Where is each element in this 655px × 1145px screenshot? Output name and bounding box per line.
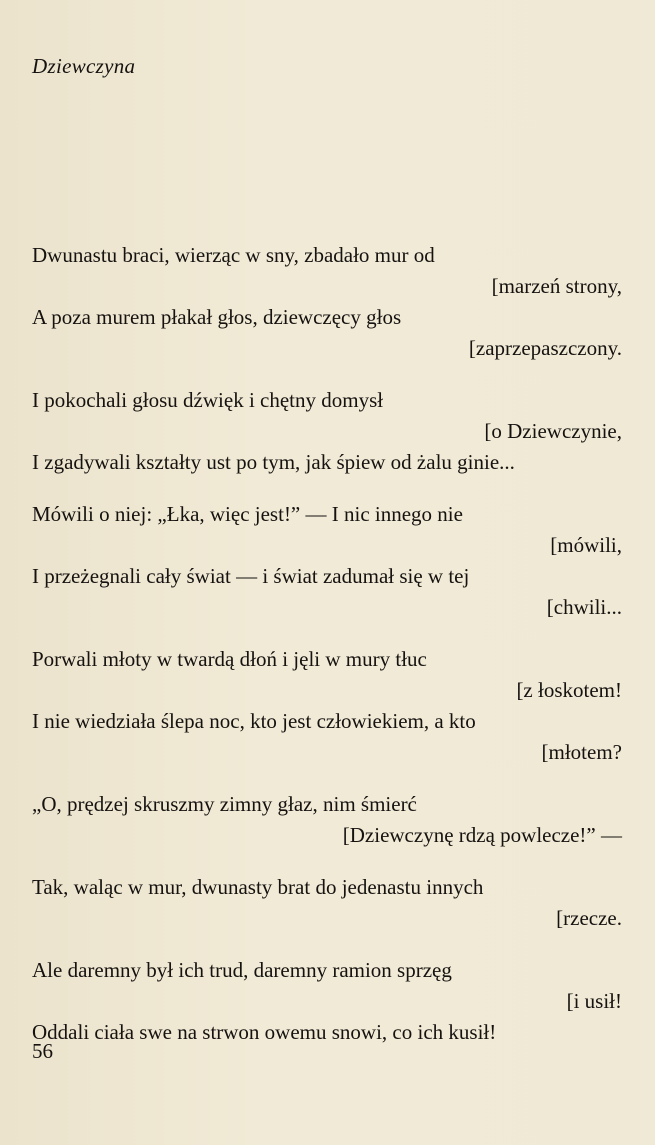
stanza — [32, 872, 622, 934]
verse-line-continuation: [z łoskotem! — [516, 678, 622, 702]
stanza — [32, 240, 622, 364]
verse-line-continuation: [o Dziewczynie, — [484, 419, 622, 443]
page-number: 56 — [32, 1039, 53, 1063]
verse-line-continuation: [rzecze. — [556, 906, 622, 930]
stanza — [32, 644, 622, 768]
stanza — [32, 955, 622, 1048]
verse-line: Mówili o niej: „Łka, więc jest!” — I nic innego nie — [32, 502, 463, 526]
verse-line: Oddali ciała swe na strwon owemu snowi, co ich kusił! — [32, 1020, 497, 1044]
verse-line: „O, prędzej skruszmy zimny głaz, nim śmierć — [32, 792, 417, 816]
verse-line-continuation: [zaprzepaszczony. — [468, 336, 622, 360]
verse-line-continuation: [i usił! — [566, 989, 622, 1013]
verse-line: A poza murem płakał głos, dziewczęcy głos — [32, 305, 402, 329]
verse-line: I zgadywali kształty ust po tym, jak śpiew od żalu ginie... — [32, 450, 515, 474]
stanza — [32, 385, 622, 478]
poem — [32, 240, 622, 1069]
stanza — [32, 789, 622, 851]
verse-line-continuation: [młotem? — [541, 740, 622, 764]
verse-line-continuation: [mówili, — [550, 533, 622, 557]
verse-line: Dwunastu braci, wierząc w sny, zbadało mur od — [32, 243, 435, 267]
verse-line: I pokochali głosu dźwięk i chętny domysł — [32, 388, 384, 412]
verse-line: I nie wiedziała ślepa noc, kto jest człowiekiem, a kto — [32, 709, 476, 733]
verse-line: Tak, waląc w mur, dwunasty brat do jedenastu innych — [32, 875, 484, 899]
verse-line: Porwali młoty w twardą dłoń i jęli w mury tłuc — [32, 647, 427, 671]
verse-line-continuation: [Dziewczynę rdzą powlecze!” — — [342, 823, 622, 847]
verse-line-continuation: [chwili... — [546, 595, 622, 619]
running-title: Dziewczyna — [32, 54, 136, 78]
stanza — [32, 499, 622, 623]
verse-line: I przeżegnali cały świat — i świat zadumał się w tej — [32, 564, 470, 588]
verse-line-continuation: [marzeń strony, — [491, 274, 622, 298]
verse-line: Ale daremny był ich trud, daremny ramion sprzęg — [32, 958, 452, 982]
